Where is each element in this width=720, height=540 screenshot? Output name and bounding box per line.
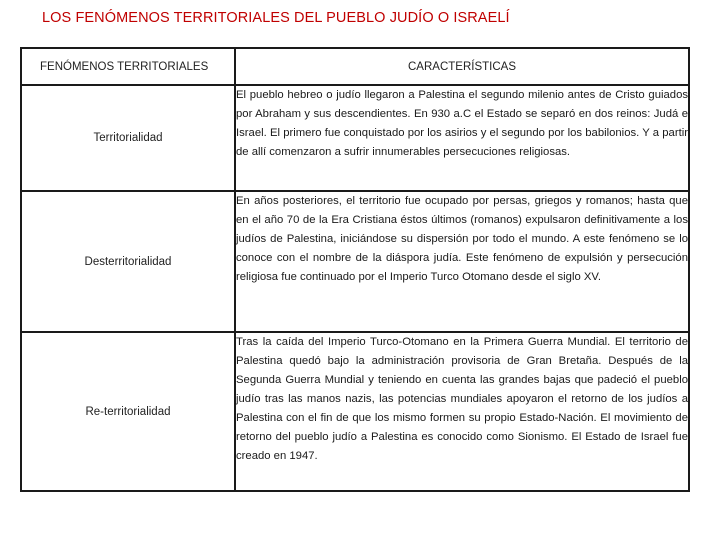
- row-description: El pueblo hebreo o judío llegaron a Palestina el segundo milenio antes de Cristo guiados por Abraham y sus descendientes. En 930 a.C el Estado se separó en dos reinos: Judá e Israel. El primero fue conquistado por los asirios y el segundo por los babilonios. Y a partir de allí comenzaron a sufrir innumerables persecuciones religiosas.: [235, 85, 689, 191]
- table-row: [21, 332, 689, 491]
- table-header-row: [21, 48, 689, 85]
- territorial-phenomena-table: [20, 47, 690, 492]
- row-term: Territorialidad: [21, 85, 235, 191]
- slide-title: LOS FENÓMENOS TERRITORIALES DEL PUEBLO JUDÍO O ISRAELÍ: [42, 10, 510, 26]
- header-characteristics: CARACTERÍSTICAS: [235, 48, 689, 85]
- row-description: En años posteriores, el territorio fue ocupado por persas, griegos y romanos; hasta que en el año 70 de la Era Cristiana éstos últimos (romanos) expulsaron definitivamente a los judíos de Palestina, iniciándose su dispersión por todo el mundo. A este fenómeno se lo conoce con el nombre de la diáspora judía. Este fenómeno de expulsión y persecución religiosa fue continuado por el Imperio Turco Otomano desde el siglo XV.: [235, 191, 689, 332]
- row-term: Re-territorialidad: [21, 332, 235, 491]
- row-term: Desterritorialidad: [21, 191, 235, 332]
- row-description: Tras la caída del Imperio Turco-Otomano en la Primera Guerra Mundial. El territorio de Palestina quedó bajo la administración provisoria de Gran Bretaña. Después de la Segunda Guerra Mundial y teniendo en cuenta las grandes bajas que padeció el pueblo judío tras las manos nazis, las potencias mundiales apoyaron el retorno de los judíos a Palestina con el fin de que los mismo formen su propio Estado-Nación. El movimiento de retorno del pueblo judío a Palestina es conocido como Sionismo. El Estado de Israel fue creado en 1947.: [235, 332, 689, 491]
- header-phenomena: FENÓMENOS TERRITORIALES: [21, 48, 235, 85]
- table-row: [21, 85, 689, 191]
- table-row: [21, 191, 689, 332]
